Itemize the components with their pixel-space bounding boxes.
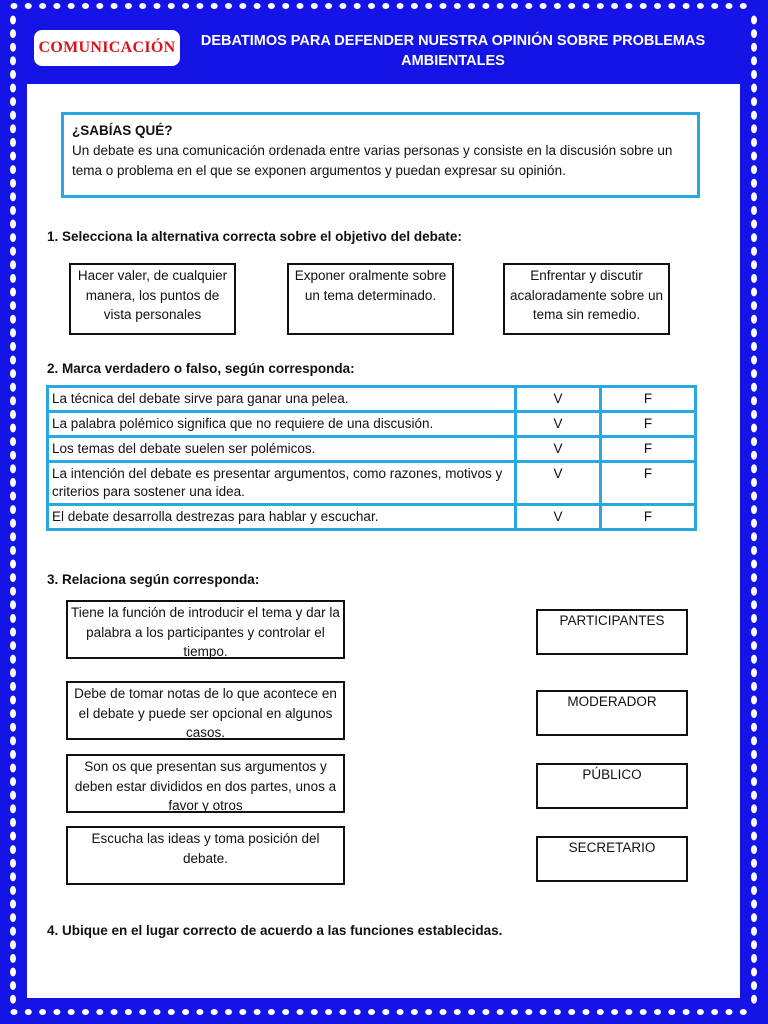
border-dot	[751, 274, 757, 283]
border-dot	[397, 1009, 404, 1015]
border-dot	[751, 560, 757, 569]
border-dot	[751, 356, 757, 365]
border-dot	[611, 1009, 618, 1015]
role-moderador[interactable]: MODERADOR	[536, 690, 688, 736]
border-dot	[497, 3, 504, 9]
border-dot	[10, 84, 16, 93]
border-dot	[111, 3, 118, 9]
border-dot	[82, 1009, 89, 1015]
border-dot	[368, 1009, 375, 1015]
border-dot	[751, 16, 757, 25]
border-dot	[468, 1009, 475, 1015]
border-dot	[751, 668, 757, 677]
border-dot	[640, 3, 647, 9]
border-dot	[554, 3, 561, 9]
border-dot	[751, 369, 757, 378]
border-dot	[751, 818, 757, 827]
question-1-title: 1. Selecciona la alternativa correcta sobre el objetivo del debate:	[47, 229, 462, 244]
border-dot	[25, 1009, 32, 1015]
border-dot	[211, 3, 218, 9]
border-dot	[325, 3, 332, 9]
border-dot	[751, 43, 757, 52]
false-option[interactable]: F	[601, 437, 696, 462]
border-dot	[751, 532, 757, 541]
border-dot	[751, 179, 757, 188]
border-dot	[751, 736, 757, 745]
border-dot	[751, 573, 757, 582]
border-dot	[751, 424, 757, 433]
border-dot	[10, 179, 16, 188]
border-dot	[751, 913, 757, 922]
border-dot	[540, 1009, 547, 1015]
border-dot	[482, 1009, 489, 1015]
border-dot	[125, 1009, 132, 1015]
border-dot	[10, 70, 16, 79]
border-dot	[10, 260, 16, 269]
border-dot	[10, 927, 16, 936]
statement-cell: El debate desarrolla destrezas para hablar y escuchar.	[48, 505, 516, 530]
border-dot	[125, 3, 132, 9]
border-dot	[751, 492, 757, 501]
border-dot	[751, 764, 757, 773]
border-dot	[10, 396, 16, 405]
border-dot	[10, 791, 16, 800]
border-dot	[10, 16, 16, 25]
border-dot	[751, 220, 757, 229]
false-option[interactable]: F	[601, 412, 696, 437]
border-dot	[82, 3, 89, 9]
border-dot	[354, 3, 361, 9]
border-dot	[10, 206, 16, 215]
border-dot	[311, 1009, 318, 1015]
border-dot	[10, 288, 16, 297]
border-dot	[10, 424, 16, 433]
border-dot	[53, 1009, 60, 1015]
border-dot	[225, 1009, 232, 1015]
border-dot	[10, 192, 16, 201]
table-row	[48, 437, 696, 462]
border-dot	[511, 3, 518, 9]
border-dot	[10, 369, 16, 378]
border-dot	[468, 3, 475, 9]
border-dot	[497, 1009, 504, 1015]
border-dot	[740, 1009, 747, 1015]
border-dot	[10, 709, 16, 718]
subject-badge: COMUNICACIÓN	[34, 30, 180, 66]
border-dot	[751, 410, 757, 419]
border-dot	[625, 1009, 632, 1015]
border-dot	[239, 3, 246, 9]
table-row	[48, 387, 696, 412]
border-dot	[297, 3, 304, 9]
border-dot	[10, 641, 16, 650]
true-option[interactable]: V	[516, 387, 601, 412]
border-dot	[10, 546, 16, 555]
border-dot	[25, 3, 32, 9]
page-title: DEBATIMOS PARA DEFENDER NUESTRA OPINIÓN SOBRE PROBLEMAS AMBIENTALES	[200, 33, 706, 69]
true-option[interactable]: V	[516, 412, 601, 437]
border-dot	[751, 152, 757, 161]
table-row	[48, 412, 696, 437]
border-dot	[683, 3, 690, 9]
border-dot	[597, 3, 604, 9]
border-dot	[751, 927, 757, 936]
border-dot	[751, 791, 757, 800]
border-dot	[751, 845, 757, 854]
role-publico[interactable]: PÚBLICO	[536, 763, 688, 809]
statement-cell: La palabra polémico significa que no requiere de una discusión.	[48, 412, 516, 437]
border-dot	[10, 655, 16, 664]
border-dot	[751, 750, 757, 759]
border-dot	[751, 328, 757, 337]
border-dot	[10, 111, 16, 120]
border-dot	[10, 138, 16, 147]
border-dot	[10, 614, 16, 623]
border-dot	[751, 641, 757, 650]
true-option[interactable]: V	[516, 437, 601, 462]
border-dot	[382, 1009, 389, 1015]
border-dot	[751, 206, 757, 215]
border-dot	[751, 233, 757, 242]
border-dot	[751, 614, 757, 623]
border-dot	[711, 3, 718, 9]
statement-cell: Los temas del debate suelen ser polémicos.	[48, 437, 516, 462]
border-dot	[751, 940, 757, 949]
border-dot	[311, 3, 318, 9]
border-dot	[10, 464, 16, 473]
border-dot	[751, 587, 757, 596]
border-dot	[96, 3, 103, 9]
border-dot	[751, 886, 757, 895]
border-dot	[751, 97, 757, 106]
q1-option-2[interactable]: Exponer oralmente sobre un tema determinado.	[287, 263, 454, 335]
border-dot	[751, 777, 757, 786]
border-dot	[751, 247, 757, 256]
border-dot	[751, 655, 757, 664]
border-dot	[454, 3, 461, 9]
border-dot	[282, 3, 289, 9]
border-dot	[583, 3, 590, 9]
border-dot	[10, 247, 16, 256]
border-dot	[325, 1009, 332, 1015]
border-dot	[751, 954, 757, 963]
border-dot	[440, 3, 447, 9]
border-dot	[10, 532, 16, 541]
border-dot	[297, 1009, 304, 1015]
false-option[interactable]: F	[601, 505, 696, 530]
border-dot	[10, 954, 16, 963]
border-dot	[10, 682, 16, 691]
border-dot	[751, 981, 757, 990]
border-dot	[568, 3, 575, 9]
border-dot	[10, 832, 16, 841]
border-dot	[668, 1009, 675, 1015]
border-dot	[10, 804, 16, 813]
border-dot	[751, 451, 757, 460]
q3-description-2[interactable]: Debe de tomar notas de lo que acontece en el debate y puede ser opcional en algunos casos.	[66, 681, 345, 740]
question-3-title: 3. Relaciona según corresponda:	[47, 572, 260, 587]
info-text: Un debate es una comunicación ordenada entre varias personas y consiste en la discusión sobre un tema o problema en el que se exponen argumentos y puedan expresar su opinión.	[72, 143, 673, 178]
border-dot	[554, 1009, 561, 1015]
border-dot	[751, 437, 757, 446]
border-dot	[10, 573, 16, 582]
border-dot	[540, 3, 547, 9]
q3-description-1[interactable]: Tiene la función de introducir el tema y dar la palabra a los participantes y controlar el tiempo.	[66, 600, 345, 659]
false-option[interactable]: F	[601, 387, 696, 412]
q1-option-3[interactable]: Enfrentar y discutir acaloradamente sobre un tema sin remedio.	[503, 263, 670, 335]
border-dot	[10, 97, 16, 106]
table-row	[48, 462, 696, 505]
border-dot	[740, 3, 747, 9]
border-dot	[751, 723, 757, 732]
border-dot	[10, 315, 16, 324]
border-dot	[10, 56, 16, 65]
border-dot	[751, 342, 757, 351]
border-dot	[751, 478, 757, 487]
role-secretario[interactable]: SECRETARIO	[536, 836, 688, 882]
border-dot	[11, 1009, 18, 1015]
border-dot	[611, 3, 618, 9]
border-dot	[726, 3, 733, 9]
border-dot	[751, 315, 757, 324]
border-dot	[751, 111, 757, 120]
border-dot	[10, 505, 16, 514]
border-dot	[168, 3, 175, 9]
border-dot	[39, 3, 46, 9]
border-dot	[697, 3, 704, 9]
border-dot	[751, 628, 757, 637]
border-dot	[10, 560, 16, 569]
role-participantes[interactable]: PARTICIPANTES	[536, 609, 688, 655]
border-dot	[254, 1009, 261, 1015]
border-dot	[10, 859, 16, 868]
q1-option-1[interactable]: Hacer valer, de cualquier manera, los puntos de vista personales	[69, 263, 236, 335]
border-dot	[10, 900, 16, 909]
border-dot	[339, 1009, 346, 1015]
border-dot	[168, 1009, 175, 1015]
border-dot	[139, 1009, 146, 1015]
border-dot	[751, 832, 757, 841]
border-dot	[10, 492, 16, 501]
border-dot	[751, 383, 757, 392]
border-dot	[751, 464, 757, 473]
border-dot	[10, 519, 16, 528]
border-dot	[10, 723, 16, 732]
border-dot	[68, 1009, 75, 1015]
border-dot	[10, 940, 16, 949]
border-dot	[10, 43, 16, 52]
border-dot	[751, 56, 757, 65]
border-dot	[751, 288, 757, 297]
border-dot	[354, 1009, 361, 1015]
border-dot	[182, 3, 189, 9]
border-dot	[10, 872, 16, 881]
border-dot	[525, 1009, 532, 1015]
border-dot	[53, 3, 60, 9]
border-dot	[225, 3, 232, 9]
border-dot	[10, 981, 16, 990]
border-dot	[10, 600, 16, 609]
border-dot	[751, 682, 757, 691]
border-dot	[482, 3, 489, 9]
border-dot	[10, 451, 16, 460]
true-option[interactable]: V	[516, 462, 601, 505]
border-dot	[751, 260, 757, 269]
border-dot	[254, 3, 261, 9]
border-dot	[10, 165, 16, 174]
border-dot	[196, 3, 203, 9]
border-dot	[196, 1009, 203, 1015]
border-dot	[751, 396, 757, 405]
border-dot	[751, 301, 757, 310]
border-dot	[10, 628, 16, 637]
border-dot	[697, 1009, 704, 1015]
border-dot	[751, 505, 757, 514]
border-dot	[597, 1009, 604, 1015]
border-dot	[10, 437, 16, 446]
border-dot	[397, 3, 404, 9]
q3-description-3[interactable]: Son os que presentan sus argumentos y deben estar divididos en dos partes, unos a favor y otros	[66, 754, 345, 813]
border-dot	[751, 709, 757, 718]
border-dot	[751, 900, 757, 909]
border-dot	[10, 995, 16, 1004]
border-dot	[96, 1009, 103, 1015]
border-dot	[211, 1009, 218, 1015]
border-dot	[668, 3, 675, 9]
info-heading: ¿SABÍAS QUÉ?	[72, 123, 173, 138]
border-dot	[751, 70, 757, 79]
border-dot	[751, 29, 757, 38]
border-dot	[751, 519, 757, 528]
border-dot	[425, 3, 432, 9]
border-dot	[751, 995, 757, 1004]
true-option[interactable]: V	[516, 505, 601, 530]
border-dot	[68, 3, 75, 9]
border-dot	[382, 3, 389, 9]
border-dot	[11, 3, 18, 9]
border-dot	[339, 3, 346, 9]
border-dot	[10, 220, 16, 229]
border-dot	[111, 1009, 118, 1015]
border-dot	[683, 1009, 690, 1015]
border-dot	[10, 750, 16, 759]
border-dot	[751, 859, 757, 868]
border-dot	[10, 845, 16, 854]
border-dot	[654, 1009, 661, 1015]
border-dot	[425, 1009, 432, 1015]
border-dot	[751, 872, 757, 881]
border-dot	[39, 1009, 46, 1015]
border-dot	[751, 546, 757, 555]
info-box	[61, 112, 700, 198]
border-dot	[654, 3, 661, 9]
border-dot	[411, 3, 418, 9]
border-dot	[751, 124, 757, 133]
border-dot	[10, 383, 16, 392]
border-dot	[10, 410, 16, 419]
border-dot	[10, 342, 16, 351]
border-dot	[454, 1009, 461, 1015]
border-dot	[10, 478, 16, 487]
border-dot	[10, 274, 16, 283]
border-dot	[268, 1009, 275, 1015]
statement-cell: La intención del debate es presentar argumentos, como razones, motivos y criterios para sostener una idea.	[48, 462, 516, 505]
border-dot	[625, 3, 632, 9]
border-dot	[751, 192, 757, 201]
border-dot	[10, 668, 16, 677]
border-dot	[511, 1009, 518, 1015]
statement-cell: La técnica del debate sirve para ganar una pelea.	[48, 387, 516, 412]
border-dot	[10, 764, 16, 773]
border-dot	[10, 587, 16, 596]
border-dot	[711, 1009, 718, 1015]
border-dot	[10, 886, 16, 895]
border-dot	[10, 356, 16, 365]
table-row	[48, 505, 696, 530]
border-dot	[154, 1009, 161, 1015]
border-dot	[525, 3, 532, 9]
border-dot	[751, 138, 757, 147]
q3-description-4[interactable]: Escucha las ideas y toma posición del debate.	[66, 826, 345, 885]
border-dot	[411, 1009, 418, 1015]
border-dot	[726, 1009, 733, 1015]
border-dot	[182, 1009, 189, 1015]
border-dot	[154, 3, 161, 9]
border-dot	[751, 696, 757, 705]
border-dot	[10, 913, 16, 922]
border-dot	[751, 165, 757, 174]
border-dot	[10, 736, 16, 745]
border-dot	[282, 1009, 289, 1015]
border-dot	[10, 301, 16, 310]
border-dot	[368, 3, 375, 9]
false-option[interactable]: F	[601, 462, 696, 505]
border-dot	[640, 1009, 647, 1015]
border-dot	[10, 696, 16, 705]
border-dot	[440, 1009, 447, 1015]
border-dot	[10, 152, 16, 161]
border-dot	[751, 84, 757, 93]
border-dot	[751, 804, 757, 813]
border-dot	[10, 777, 16, 786]
border-dot	[10, 328, 16, 337]
question-2-title: 2. Marca verdadero o falso, según corresponda:	[47, 361, 355, 376]
border-dot	[10, 968, 16, 977]
border-dot	[751, 968, 757, 977]
border-dot	[10, 818, 16, 827]
true-false-table	[46, 385, 697, 531]
border-dot	[568, 1009, 575, 1015]
border-dot	[10, 29, 16, 38]
border-dot	[268, 3, 275, 9]
question-4-title: 4. Ubique en el lugar correcto de acuerdo a las funciones establecidas.	[47, 923, 503, 938]
border-dot	[751, 600, 757, 609]
border-dot	[10, 124, 16, 133]
border-dot	[139, 3, 146, 9]
border-dot	[583, 1009, 590, 1015]
border-dot	[10, 233, 16, 242]
border-dot	[239, 1009, 246, 1015]
